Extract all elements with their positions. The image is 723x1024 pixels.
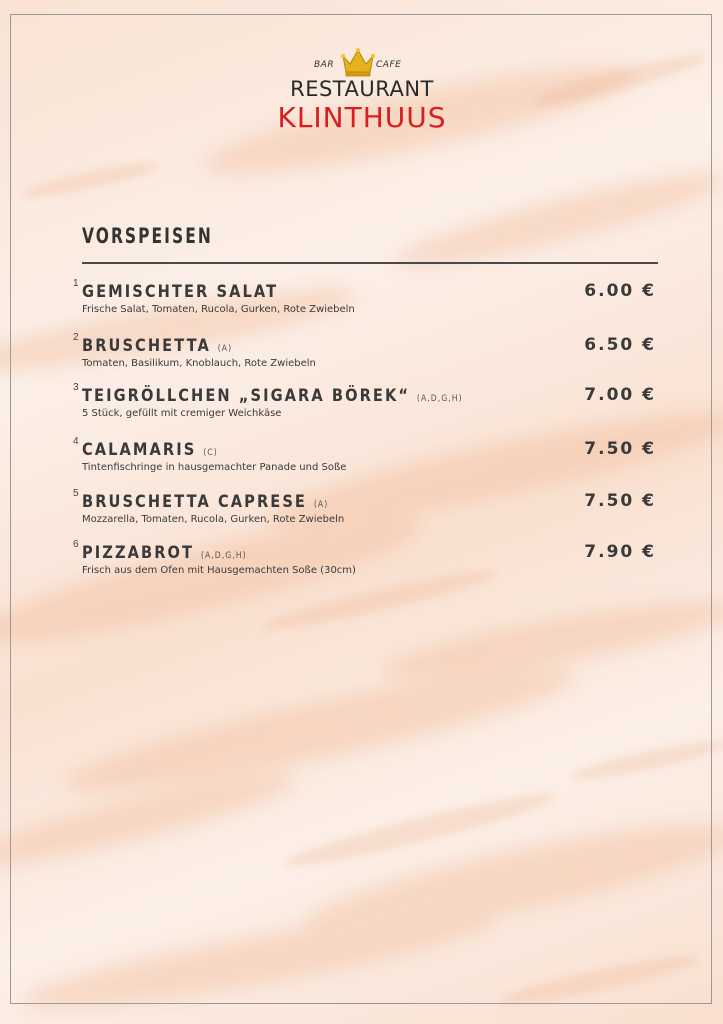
menu-item (72, 280, 662, 326)
item-description: Tintenfischringe in hausgemachter Panade und Soße (82, 462, 347, 473)
item-number: 3 (73, 382, 79, 393)
item-allergens: (A,D,G,H) (200, 551, 247, 561)
item-description: Frisch aus dem Ofen mit Hausgemachten Soße (30cm) (82, 565, 356, 576)
item-name (82, 492, 328, 512)
item-name-text: GEMISCHTER SALAT (82, 282, 279, 302)
item-number: 5 (73, 488, 79, 499)
menu-item (72, 384, 662, 430)
item-name (82, 282, 285, 302)
logo-bar-label: BAR (314, 60, 335, 70)
logo-restaurant-label: RESTAURANT (290, 77, 434, 101)
section-title: VORSPEISEN (82, 224, 213, 248)
item-allergens: (A) (217, 344, 233, 354)
restaurant-logo (252, 44, 472, 140)
item-allergens: (C) (203, 448, 218, 458)
item-description: Mozzarella, Tomaten, Rucola, Gurken, Rote Zwiebeln (82, 514, 345, 525)
item-description: Frische Salat, Tomaten, Rucola, Gurken, Rote Zwiebeln (82, 304, 355, 315)
item-description: Tomaten, Basilikum, Knoblauch, Rote Zwiebeln (82, 358, 316, 369)
item-name (82, 440, 218, 460)
item-name-text: BRUSCHETTA (82, 336, 211, 356)
item-price: 6.50 € (584, 335, 656, 355)
item-name-text: BRUSCHETTA CAPRESE (82, 492, 307, 512)
item-allergens: (A,D,G,H) (416, 394, 463, 404)
logo-top-row (252, 44, 472, 78)
menu-item (72, 490, 662, 536)
logo-cafe-label: CAFE (376, 60, 402, 70)
menu-item (72, 438, 662, 484)
item-price: 7.90 € (584, 542, 656, 562)
menu-item (72, 541, 662, 587)
item-name (82, 386, 463, 406)
item-number: 6 (73, 539, 79, 550)
item-number: 4 (73, 436, 79, 447)
item-name-text: TEIGRÖLLCHEN „SIGARA BÖREK“ (82, 386, 411, 406)
item-price: 7.50 € (584, 491, 656, 511)
item-name (82, 336, 232, 356)
item-number: 2 (73, 332, 79, 343)
item-name-text: PIZZABROT (82, 543, 195, 563)
logo-restaurant-name: KLINTHUUS (277, 101, 447, 134)
item-allergens: (A) (313, 500, 329, 510)
crown-icon (340, 46, 376, 78)
item-price: 6.00 € (584, 281, 656, 301)
item-number: 1 (73, 278, 79, 289)
item-price: 7.50 € (584, 439, 656, 459)
menu-item (72, 334, 662, 380)
item-price: 7.00 € (584, 385, 656, 405)
section-divider (82, 262, 658, 264)
item-description: 5 Stück, gefüllt mit cremiger Weichkäse (82, 408, 282, 419)
item-name-text: CALAMARIS (82, 440, 197, 460)
item-name (82, 543, 247, 563)
